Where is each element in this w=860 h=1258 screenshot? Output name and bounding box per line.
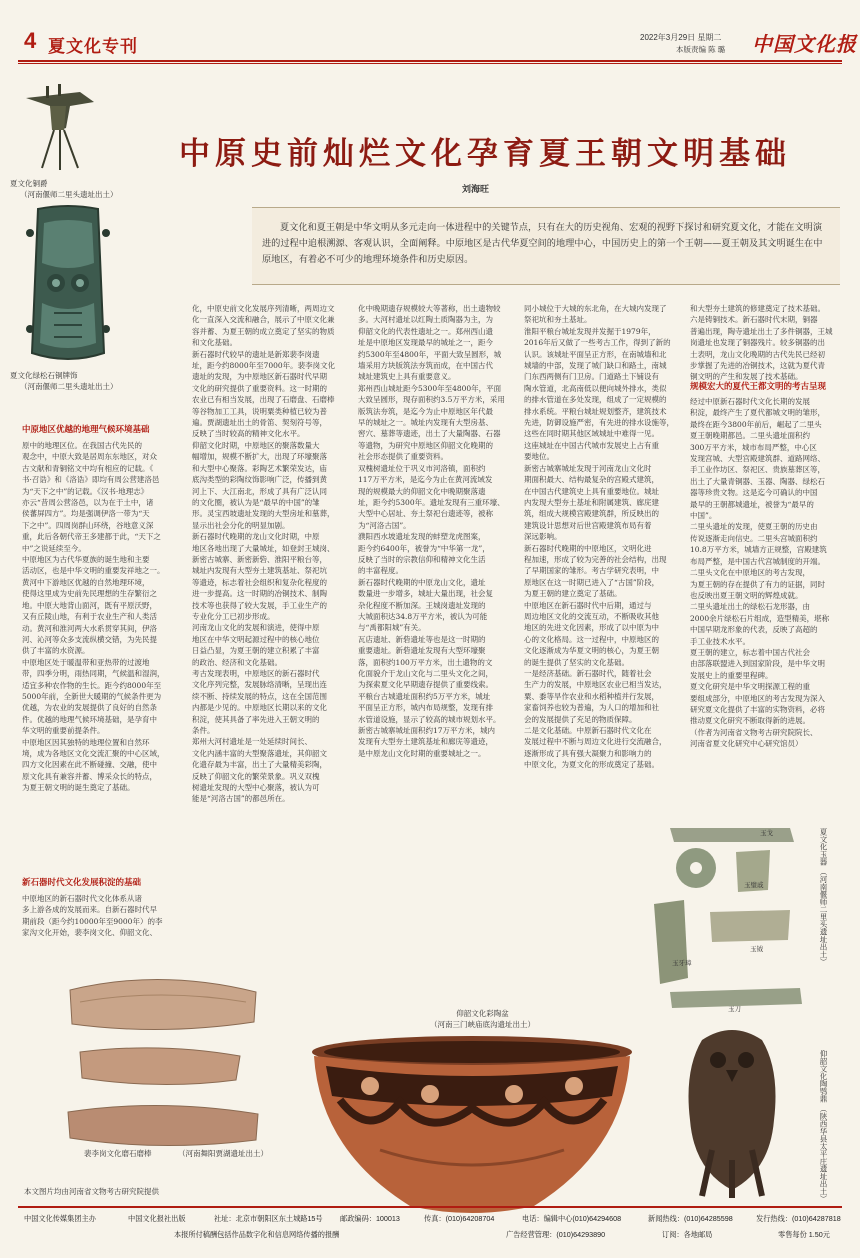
footer-ad-phone: 广告经营管理：(010)64293890 bbox=[506, 1230, 606, 1239]
jue-caption bbox=[10, 178, 118, 200]
text-line: 和文化基础。 bbox=[192, 338, 237, 348]
text-line: 等遗物，为研究中原地区仰韶文化晚期的 bbox=[358, 440, 493, 450]
text-line: 瓦店遗址、新砦遗址等也是这一时期的 bbox=[358, 634, 486, 644]
text-line: 要组成部分，中原地区的考古发现为深入 bbox=[690, 693, 825, 703]
text-line: 仰韶文化时期，中原地区的聚落数量大 bbox=[192, 440, 320, 450]
text-line: 先进，防御设施严密，有先进的排水设施等， bbox=[524, 418, 674, 428]
text-line: 华文明的重要前提条件。 bbox=[22, 726, 105, 736]
grinding-caption: 裴李岗文化磨石磨棒 bbox=[84, 1149, 152, 1158]
masthead-logo: 中国文化报 bbox=[752, 32, 857, 56]
text-line: 又有丘陵山地，有利于农业生产和人类活 bbox=[22, 612, 157, 622]
column-3 bbox=[358, 303, 518, 1003]
bronze-jue-image bbox=[20, 78, 98, 174]
pot-caption-source: （河南三门峡庙底沟遗址出土） bbox=[430, 1020, 535, 1029]
text-line: 筑，组成大规模宫殿建筑群，所反映出的 bbox=[524, 509, 659, 519]
page-header bbox=[0, 0, 860, 62]
text-line: 带，四季分明，雨热同期，气候温和湿润， bbox=[22, 669, 165, 679]
text-line: 二里头遗址出土的绿松石龙形器，由 bbox=[690, 602, 810, 612]
text-line: 化，中原史前文化发展序列清晰，两周边文 bbox=[192, 304, 335, 313]
text-line: 粟、黍等旱作农业和水稻种植并行发展， bbox=[524, 691, 659, 701]
text-line: 是中原龙山文化时期的重要城址之一。 bbox=[358, 748, 486, 758]
text-line: 址，距今约8000年至7000年。裴李岗文化 bbox=[192, 361, 336, 371]
text-line: 境，成为各地区文化交流汇聚的中心区域， bbox=[22, 748, 165, 758]
text-line: 侯蕃屏四方”。均是强调伊洛一带为“天 bbox=[22, 509, 150, 519]
column-1b bbox=[22, 893, 188, 939]
text-line: 器等珍贵文物。这是迄今可确认的中国 bbox=[690, 488, 818, 498]
text-line: 技术等也获得了较大发展，手工业生产的 bbox=[192, 600, 327, 610]
text-line: 土表明，龙山文化晚期的古代先民已经初 bbox=[690, 349, 825, 359]
text-line: 期面积最大、结构最复杂的宫殿式建筑， bbox=[524, 475, 659, 485]
text-line: 出土了大量青铜器、玉器、陶器、绿松石 bbox=[690, 476, 825, 486]
text-line: 要地位。 bbox=[524, 452, 554, 462]
text-line: 文化的研究提供了重要资料。这一时期的 bbox=[192, 383, 327, 393]
page-number: 4 bbox=[24, 28, 37, 53]
text-line: 形。灵宝西坡遗址发现的大型房址和墓葬， bbox=[192, 509, 335, 519]
text-line: 为夏王朝的建立奠定了基础。 bbox=[524, 589, 622, 599]
text-line: 中原地区处于暖温带和亚热带的过渡地 bbox=[22, 657, 150, 667]
jade-caption-title: 夏文化玉器 bbox=[819, 828, 828, 866]
owl-caption bbox=[818, 1050, 829, 1202]
text-line: 城址内发现有大型夯土建筑基址、祭祀坑 bbox=[192, 566, 327, 576]
text-line: 多上游各成的发展而来。自新石器时代早 bbox=[22, 905, 157, 915]
text-line: 树遗址发现的大型中心聚落，被认为可 bbox=[192, 783, 320, 793]
text-line: 发展过程中不断与周边文化进行交流融合， bbox=[524, 737, 667, 747]
footer-row-2 bbox=[18, 1230, 842, 1242]
text-line: 117万平方米，是迄今为止在黄河流域发 bbox=[358, 475, 493, 485]
text-line: 排水系统。平粮台城址规划整齐，建筑技术 bbox=[524, 406, 667, 416]
text-line: 2000余片绿松石片组成，造型精美，堪称 bbox=[690, 613, 830, 623]
text-line: 河、沁河等众多支流纵横交错，为先民提 bbox=[22, 634, 157, 644]
text-line: 供了丰富的水资源。 bbox=[22, 646, 90, 656]
text-line: 手工业作坊区、祭祀区、贵族墓葬区等， bbox=[690, 465, 825, 475]
owl-tripod-image bbox=[662, 1020, 802, 1200]
text-line: 中原地区在新石器时代中后期，通过与 bbox=[524, 600, 652, 610]
text-line: 进一步提高。这一时期的冶铜技术、制陶 bbox=[192, 589, 327, 599]
plaque-caption-title: 夏文化绿松石铜牌饰 bbox=[10, 371, 78, 380]
footer-press: 中国文化报社出版 bbox=[128, 1214, 186, 1223]
text-line: 新石器时代晚期的龙山文化时期，中原 bbox=[192, 532, 320, 542]
text-line: 现的规模最大的仰韶文化中晚期聚落遗 bbox=[358, 486, 486, 496]
text-line: 多。大河村遗址以红陶土质陶器为主，为 bbox=[358, 315, 493, 325]
text-line: 原文化具有兼容并蓄、博采众长的特点， bbox=[22, 771, 157, 781]
column-1a bbox=[22, 440, 188, 796]
jade-caption bbox=[818, 828, 829, 965]
text-line: 专业化分工已初步形成。 bbox=[192, 611, 275, 621]
text-line: 为“河洛古国”。 bbox=[358, 520, 411, 530]
text-line: 平面呈正方形，城内布局规整，发现有排 bbox=[358, 703, 493, 713]
text-line: 址，距今约5300年。遗址发现有三重环壕、 bbox=[358, 497, 505, 507]
grinding-stone-image bbox=[60, 962, 260, 1202]
text-line: 逐渐形成了具有强大凝聚力和影响力的 bbox=[524, 748, 652, 758]
text-line: 化中晚期遗存规模较大等著称，出土遗物较 bbox=[358, 304, 501, 313]
text-line: 重要遗址。新砦遗址发现有大型环壕聚 bbox=[358, 646, 486, 656]
subhead-neolithic: 新石器时代文化发展积淀的基础 bbox=[22, 878, 142, 888]
footer-postcode: 邮政编码：100013 bbox=[340, 1214, 400, 1223]
pot-caption bbox=[430, 1008, 535, 1030]
painted-pottery-image bbox=[300, 1030, 644, 1218]
text-line: 原地区在这一时期已进入了“古国”阶段， bbox=[524, 577, 660, 587]
footer-news-hotline: 新闻热线：(010)64285598 bbox=[648, 1214, 733, 1223]
owl-caption-source: （陕西华县太平庄遗址出土） bbox=[819, 1104, 828, 1203]
jade-label-yue: 玉钺 bbox=[750, 945, 763, 953]
editor-credit: 本版责编 陈 璐 bbox=[676, 45, 726, 54]
text-line: 条件。 bbox=[192, 726, 215, 736]
footer-editorial-phone: 电话：编辑中心(010)64294608 bbox=[522, 1214, 622, 1223]
text-line: 的政治、经济和文化基础。 bbox=[192, 657, 282, 667]
text-line: 日益凸显，为夏王朝的建立积累了丰富 bbox=[192, 646, 320, 656]
text-line: 二是文化基础。中原新石器时代文化在 bbox=[524, 726, 652, 736]
text-line: 为探索夏文化早期遗存提供了重要线索。 bbox=[358, 680, 493, 690]
text-line: 祭祀坑和夯土基址。 bbox=[524, 315, 592, 325]
text-line: 反映了当时较高的精神文化水平。 bbox=[192, 429, 305, 439]
text-line: 河上下、大江南北，形成了具有广泛认同 bbox=[192, 486, 327, 496]
text-line: 河南龙山文化的发展和演进，使得中原 bbox=[192, 623, 320, 633]
text-line: 四方文化因素在此不断碰撞、交融，使中 bbox=[22, 760, 157, 770]
text-line: 古文献和青铜铭文中均有相应的记载。《 bbox=[22, 463, 154, 473]
text-line: 发现有大型夯土建筑基址和廊庑等遗迹， bbox=[358, 737, 493, 747]
issue-date: 2022年3月29日 星期二 bbox=[640, 33, 722, 42]
column-2 bbox=[192, 303, 352, 1003]
lead-box bbox=[252, 207, 840, 285]
text-line: 地区在中华文明起源过程中的核心地位 bbox=[192, 634, 320, 644]
plaque-caption bbox=[10, 370, 118, 392]
pot-caption-title: 仰韶文化彩陶盆 bbox=[456, 1009, 509, 1018]
text-line: 家畜饲养也较为普遍，为人口的增加和社 bbox=[524, 703, 659, 713]
text-line: 2016年后又做了一些考古工作，得到了新的 bbox=[524, 338, 671, 348]
text-line: 为“天下之中”的记载。《汉书·地理志》 bbox=[22, 486, 149, 496]
text-line: 能是“河洛古国”的都邑所在。 bbox=[192, 794, 290, 804]
text-line: 新石器时代晚期的中原地区，文明化进 bbox=[524, 543, 652, 553]
text-line: 建筑设计思想对后世宫殿建筑布局有着 bbox=[524, 520, 652, 530]
footer-distribution-hotline: 发行热线：(010)64287818 bbox=[756, 1214, 841, 1223]
text-line: 化一直深入交流和融合，展示了中原文化兼 bbox=[192, 315, 335, 325]
text-line: 中原地区为古代华夏族的诞生地和主要 bbox=[22, 555, 150, 565]
text-line: 平粮台古城遗址面积约5万平方米，城址 bbox=[358, 691, 491, 701]
text-line: 中国早期龙形象的代表，反映了高超的 bbox=[690, 625, 818, 635]
text-line: 普遍出现，陶寺遗址出土了多件铜器，王城 bbox=[690, 326, 833, 336]
jade-label-ge: 玉戈 bbox=[760, 829, 773, 837]
text-line: 仰韶文化的代表性遗址之一。郑州西山遗 bbox=[358, 326, 493, 336]
text-line: 中”之说延续至今。 bbox=[22, 543, 86, 553]
footer-fax: 传真：(010)64208704 bbox=[424, 1214, 495, 1223]
text-line: 陶水管道，北高南低以便向城外排水，类似 bbox=[524, 383, 667, 393]
text-line: 与“禹都阳城”有关。 bbox=[358, 623, 426, 633]
text-line: 为夏王朝的存在提供了有力的证据，同时 bbox=[690, 579, 825, 589]
text-line: 水管道设施，显示了较高的城市规划水平。 bbox=[358, 714, 501, 724]
text-line: 一是经济基础。新石器时代，随着社会 bbox=[524, 669, 652, 678]
footer-subscription: 订阅：各地邮局 bbox=[662, 1230, 713, 1239]
jade-label-bi: 玉璧戚 bbox=[744, 881, 764, 889]
text-line: 活动区，也是中华文明的重要发祥地之一。 bbox=[22, 566, 165, 576]
text-line: 的排水管道在多处发现，组成了一定规模的 bbox=[524, 395, 667, 405]
text-line: 认识。该城址平面呈正方形，在南城墙和北 bbox=[524, 349, 667, 359]
text-line: 的丰富程度。 bbox=[358, 566, 403, 576]
text-line: 墙采用方块版筑法夯筑而成，在中国古代 bbox=[358, 361, 493, 371]
footer-publisher: 中国文化传媒集团主办 bbox=[24, 1214, 96, 1223]
text-line: 址是中原地区发现最早的城址之一，距今 bbox=[358, 338, 493, 348]
text-line: 考古发现表明，中原地区的新石器时代 bbox=[192, 669, 320, 678]
turquoise-plaque-image bbox=[24, 203, 112, 365]
text-line: 底沟类型的彩陶纹饰影响广泛，传播到黄 bbox=[192, 475, 327, 485]
text-line: 容并蓄、为夏王朝的成立奠定了坚实的物质 bbox=[192, 326, 335, 336]
text-line: 适宜多种农作物的生长。距今约8000年至 bbox=[22, 680, 162, 690]
plaque-caption-source: （河南偃师二里头遗址出土） bbox=[20, 382, 118, 391]
text-line: 显示出社会分化的明显加剧。 bbox=[192, 520, 290, 530]
text-line: 中国”。 bbox=[690, 511, 717, 521]
text-line: 双槐树遗址位于巩义市河洛镇，面积约 bbox=[358, 463, 486, 473]
text-line: 使得这里成为史前先民理想的生存繁衍之 bbox=[22, 589, 157, 599]
text-line: 铜文明的产生和发展了技术基础。 bbox=[690, 372, 803, 382]
text-line: 书·召诰》和《洛诰》即均有周公营建洛邑 bbox=[22, 475, 160, 485]
text-line: 落，面积约100万平方米，出土遗物的文 bbox=[358, 657, 493, 667]
text-line: 生产力的发展，中原地区农业已相当发达， bbox=[524, 680, 667, 690]
section-title: 夏文化专刊 bbox=[48, 37, 138, 57]
subhead-xia-capital: 规模宏大的夏代王都文明的考古呈现 bbox=[690, 382, 827, 392]
text-line: 门东西两侧有门卫房。门道路土下铺设有 bbox=[524, 372, 659, 382]
text-line: 郑州西山城址距今5300年至4800年，平面 bbox=[358, 383, 502, 393]
text-line: 六是铸铜技术。新石器时代末期，铜器 bbox=[690, 315, 818, 325]
text-line: 300万平方米，城市布局严整，中心区 bbox=[690, 442, 817, 452]
text-line: 和大型中心聚落。彩陶艺术繁荣发达，庙 bbox=[192, 463, 327, 473]
text-line: 二里头文化在中原地区的考古发现， bbox=[690, 568, 810, 578]
footer-copyright-note: 本报所付稿酬包括作品数字化和信息网络传播的报酬 bbox=[174, 1230, 340, 1239]
text-line: 心的文化格局。这一过程中，中原地区的 bbox=[524, 634, 659, 644]
jade-label-dao: 玉刀 bbox=[728, 1005, 741, 1013]
text-line: 夏文化研究是中华文明探源工程的重 bbox=[690, 682, 810, 692]
text-line: 布局严整，是中国古代宫城制度的开端。 bbox=[690, 556, 825, 566]
text-line: 城墙的中部，发现了城门缺口和路土，南城 bbox=[524, 361, 667, 371]
text-line: 推动夏文化研究不断取得新的进展。 bbox=[690, 716, 810, 726]
text-line: 农业已有相当发展，出现了石磨盘、石磨棒 bbox=[192, 395, 335, 405]
text-line: 杂化程度不断加深。王城岗遗址发现的 bbox=[358, 600, 486, 610]
article-title: 中原史前灿烂文化孕育夏王朝文明基础 bbox=[179, 136, 791, 172]
text-line: 传说逐渐走向信史。二里头宫城面积约 bbox=[690, 533, 818, 543]
text-line: 同小城位于大城的东北角，在大城内发现了 bbox=[524, 304, 667, 313]
text-line: （作者为河南省文物考古研究院院长、 bbox=[690, 727, 818, 737]
text-line: 版筑法夯筑，是迄今为止中原地区年代最 bbox=[358, 406, 493, 416]
text-line: 了早期国家的雏形。考古学研究表明，中 bbox=[524, 566, 659, 576]
text-line: 中原地区因其独特的地理位置和自然环 bbox=[22, 737, 150, 747]
text-line: 早的城址之一。城址内发现有大型房基、 bbox=[358, 418, 493, 428]
footer-price: 零售每份 1.50元 bbox=[778, 1230, 830, 1239]
jade-caption-source: （河南偃师二里头遗址出土） bbox=[819, 867, 828, 966]
article-author: 刘海旺 bbox=[462, 185, 490, 195]
text-line: 地区的先进文化因素，形成了以中原为中 bbox=[524, 623, 659, 633]
subhead-geography: 中原地区优越的地理气候环境基础 bbox=[22, 425, 150, 435]
text-line: 遍。贾湖遗址出土的骨笛、契刻符号等， bbox=[192, 418, 327, 428]
text-line: 等遗迹，标志着社会组织和复杂化程度的 bbox=[192, 577, 327, 587]
text-line: 遗址的发现，为中原地区新石器时代早期 bbox=[192, 372, 327, 382]
text-line: 家沟文化开始，裴李岗文化、仰韶文化、 bbox=[22, 928, 157, 938]
text-line: 的诞生提供了坚实的文化基础。 bbox=[524, 657, 629, 667]
text-line: 淮阳平粮台城址发现并发掘于1979年， bbox=[524, 326, 656, 336]
text-line: 新密古城寨城址面积约17万平方米，城内 bbox=[358, 726, 496, 736]
text-line: 这座城址在中国古代城市发展史上占有重 bbox=[524, 440, 659, 450]
text-line: 郑州大河村遗址是一处延续时间长、 bbox=[192, 737, 312, 747]
text-line: 件。优越的地理气候环境基础，是孕育中 bbox=[22, 714, 157, 724]
text-line: 和大型夯土建筑的修建奠定了技术基础。 bbox=[690, 304, 825, 313]
text-line: 大致呈圆形，现存面积约3.5万平方米，采用 bbox=[358, 395, 505, 405]
text-line: 地。中原大地背山面河，既有平原沃野， bbox=[22, 600, 157, 610]
text-line: 数量进一步增多，城址大量出现，社会复 bbox=[358, 589, 493, 599]
text-line: 社会形态提供了重要资料。 bbox=[358, 452, 448, 462]
text-line: 研究夏文化提供了丰富的实物资料，必将 bbox=[690, 704, 825, 714]
jade-label-zhang: 玉牙璋 bbox=[672, 959, 692, 967]
text-line: 这些在同时期其他区域城址中难得一见。 bbox=[524, 429, 659, 439]
column-5b bbox=[690, 396, 840, 796]
jue-caption-source: （河南偃师二里头遗址出土） bbox=[20, 190, 118, 199]
text-line: 程加速，形成了较为完善的社会结构，出现 bbox=[524, 554, 667, 564]
text-line: 距今约6400年，被誉为“中华第一龙”， bbox=[358, 543, 490, 553]
photo-credit: 本文图片均由河南省文物考古研究院提供 bbox=[24, 1187, 159, 1196]
text-line: 河南省夏文化研究中心研究馆员） bbox=[690, 739, 803, 749]
header-rule bbox=[18, 60, 842, 62]
text-line: 内发现大型夯土基址和附属建筑、廊庑建 bbox=[524, 497, 659, 507]
text-line: 经过中原新石器时代文化长期的发展 bbox=[690, 397, 810, 406]
owl-caption-title: 仰韶文化陶鸮鼎 bbox=[819, 1050, 828, 1103]
text-line: 积淀，最终产生了夏代都城文明的雏形， bbox=[690, 408, 825, 418]
text-line: 窖穴、墓葬等遗迹，出土了大量陶器、石器 bbox=[358, 429, 501, 439]
text-line: 原中的地理区位。在我国古代先民的 bbox=[22, 441, 142, 450]
footer-rule bbox=[18, 1206, 842, 1208]
text-line: 中原地区的新石器时代文化体系从诸 bbox=[22, 894, 142, 903]
text-line: 反映了当时的宗教信仰和精神文化生活 bbox=[358, 554, 486, 564]
text-line: 岗遗址也发现了铜器残片。较多铜器的出 bbox=[690, 338, 825, 348]
text-line: 优越，为农业的发展提供了良好的自然条 bbox=[22, 703, 157, 713]
text-line: 夏王朝晚期都邑。二里头遗址面积约 bbox=[690, 431, 810, 441]
text-line: 地区各地出现了大量城址，如登封王城岗、 bbox=[192, 543, 335, 553]
text-line: 大城面积达34.8万平方米，被认为可能 bbox=[358, 611, 488, 621]
text-line: 积淀，使其具备了率先进入王朝文明的 bbox=[192, 714, 320, 724]
text-line: 文化逐渐成为华夏文明的核心，为夏王朝 bbox=[524, 646, 659, 656]
text-line: 最早的王朝都城遗址，被誉为“最早的 bbox=[690, 499, 814, 509]
column-5a bbox=[690, 303, 840, 383]
text-line: 期前段（距今约10000年至9000年）的李 bbox=[22, 916, 163, 926]
text-line: 约5300年至4800年，平面大致呈圆形，城 bbox=[358, 349, 502, 359]
text-line: 下之中”。四周岗群山环绕，谷地意义深 bbox=[22, 520, 154, 530]
text-line: 内都是少见的。中原地区长期以来的文化 bbox=[192, 703, 327, 713]
text-line: 10.8万平方米，城墙方正规整，宫殿建筑 bbox=[690, 545, 827, 555]
text-line: 黄河中下游地区优越的自然地理环境， bbox=[22, 577, 150, 587]
text-line: 由部落联盟进入到国家阶段，是中华文明 bbox=[690, 659, 825, 669]
jue-caption-title: 夏文化铜爵 bbox=[10, 179, 48, 188]
text-line: 等谷物加工工具，说明粟类种植已较为普 bbox=[192, 406, 327, 416]
text-line: 最终在距今3800年前后，崛起了二里头 bbox=[690, 419, 822, 429]
text-line: 化遗存最为丰富，出土了大量精美彩陶， bbox=[192, 760, 327, 770]
header-rule-thin bbox=[18, 63, 842, 64]
text-line: 5000年前，全新世大暖期的气候条件更为 bbox=[22, 691, 162, 701]
text-line: 的文化圈，被认为是“最早的中国”的雏 bbox=[192, 497, 320, 507]
text-line: 新石器时代较早的遗址是新郑裴李岗遗 bbox=[192, 349, 320, 359]
text-line: 也反映出夏王朝文明的辉煌成就。 bbox=[690, 590, 803, 600]
text-line: 濮阳西水坡遗址发现的蚌塑龙虎图案， bbox=[358, 532, 486, 542]
text-line: 文化内涵丰富的大型聚落遗址，其仰韶文 bbox=[192, 748, 327, 758]
text-line: 二里头遗址的发现，使夏王朝的历史由 bbox=[690, 522, 818, 532]
text-line: 手工业技术水平。 bbox=[690, 636, 750, 646]
text-line: 文化序列完整，发展脉络清晰，呈现出连 bbox=[192, 680, 327, 690]
footer-address: 社址：北京市朝阳区东土城路15号 bbox=[214, 1214, 323, 1223]
text-line: 大型中心居址、夯土祭祀台遗迹等，被称 bbox=[358, 509, 493, 519]
text-line: 夏王朝的建立，标志着中国古代社会 bbox=[690, 647, 810, 657]
text-line: 新密古城寨城址发现于河南龙山文化时 bbox=[524, 463, 652, 473]
text-line: 深远影响。 bbox=[524, 532, 562, 542]
text-line: 动。黄河和淮河两大水系贯穿其间，伊洛 bbox=[22, 623, 157, 633]
text-line: 周边地区文化的交流互动，不断吸收其他 bbox=[524, 611, 659, 621]
text-line: 重，此后各朝代帝王多建都于此，“天下之 bbox=[22, 532, 161, 542]
footer-row-1 bbox=[18, 1214, 842, 1226]
text-line: 在中国古代建筑史上具有重要地位。城址 bbox=[524, 486, 659, 496]
text-line: 续不断、持续发展的特点，这在全国范围 bbox=[192, 691, 327, 701]
text-line: 城址建筑史上具有重要意义。 bbox=[358, 372, 456, 382]
jade-ware-image bbox=[640, 820, 810, 1010]
text-line: 观念中，中原大致是居周东东地区，对众 bbox=[22, 452, 157, 462]
text-line: 反映了仰韶文化的繁荣景象。巩义双槐 bbox=[192, 771, 320, 781]
grinding-caption-source: （河南舞阳贾湖遗址出土） bbox=[178, 1149, 268, 1158]
text-line: 化面貌介于龙山文化与二里头文化之间， bbox=[358, 669, 493, 678]
text-line: 幅增加，规模不断扩大，出现了环壕聚落 bbox=[192, 452, 327, 462]
text-line: 会的发展提供了充足的物质保障。 bbox=[524, 714, 637, 724]
lead-paragraph: 夏文化和夏王朝是中华文明从多元走向一体进程中的关键节点，只有在大的历史视角、宏观的视野下探讨和研究夏文化，才能在文明演进的过程中追根溯源、客观认识，全面阐释。中原地区是古代华夏空间的地理中心，中国历史上的第一个王朝——夏王朝及其文明诞生在中原地区，有着必不可少的地理环境条件和历史原因。 bbox=[262, 222, 823, 265]
text-line: 发现宫城、大型宫殿建筑群、道路网络、 bbox=[690, 454, 825, 464]
text-line: 发展史上的重要里程碑。 bbox=[690, 670, 773, 680]
text-line: 亦云“昔周公营洛邑，以为在于土中，诸 bbox=[22, 498, 154, 508]
text-line: 步掌握了先进的冶铜技术，这就为夏代青 bbox=[690, 361, 825, 371]
text-line: 中原文化，为夏文化的形成奠定了基础。 bbox=[524, 760, 659, 770]
text-line: 新石器时代晚期的中原龙山文化，遗址 bbox=[358, 577, 486, 587]
text-line: 新密古城寨、新密新砦、淮阳平粮台等， bbox=[192, 554, 327, 564]
text-line: 为夏王朝文明的诞生奠定了基础。 bbox=[22, 783, 135, 793]
